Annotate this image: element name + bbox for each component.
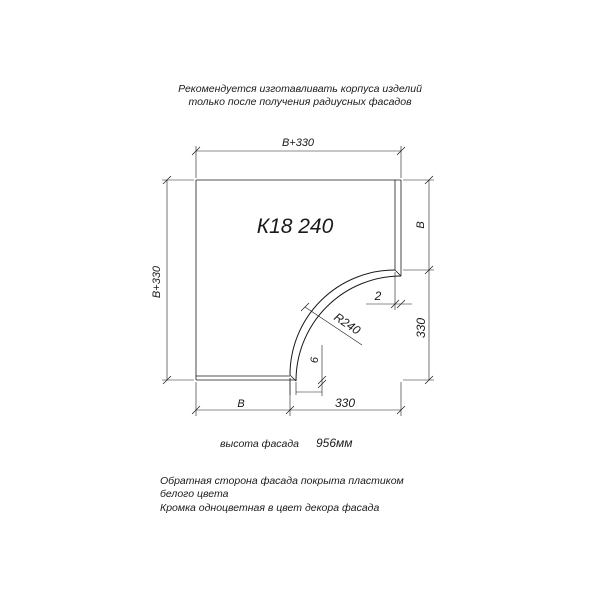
dimension-left-height (162, 176, 194, 384)
dimension-offset-label: 2 (374, 289, 382, 303)
cabinet-outline (196, 180, 401, 380)
note-bottom-line-1: Обратная сторона фасада покрыта пластиком (160, 475, 404, 487)
note-bottom-line-3: Кромка одноцветная в цвет декора фасада (160, 502, 380, 514)
dimension-right-side (403, 176, 434, 384)
dimension-top-width (192, 146, 405, 178)
dimension-right-lower-label: 330 (414, 317, 428, 339)
model-label: К18 240 (256, 215, 334, 238)
dimension-thickness-label: 6 (309, 356, 321, 364)
dimension-bottom-left-label: В (237, 398, 245, 410)
dimension-radius-label: R240 (331, 309, 364, 338)
dimension-thickness (290, 345, 326, 396)
note-top-line-1: Рекомендуется изготавливать корпуса изделий (178, 83, 422, 95)
dimension-top-width-label: В+330 (281, 137, 315, 149)
dimension-offset (366, 272, 412, 310)
note-bottom-line-2: белого цвета (160, 488, 229, 500)
dimension-bottom (192, 378, 405, 416)
facade-height-value: 956мм (316, 436, 353, 450)
dimension-right-upper-label: В (415, 221, 427, 229)
dimension-left-height-label: В+330 (151, 265, 163, 299)
facade-height-label: высота фасада (220, 438, 300, 450)
dimension-bottom-right-label: 330 (334, 396, 356, 410)
note-top-line-2: только после получения радиусных фасадов (188, 96, 412, 108)
